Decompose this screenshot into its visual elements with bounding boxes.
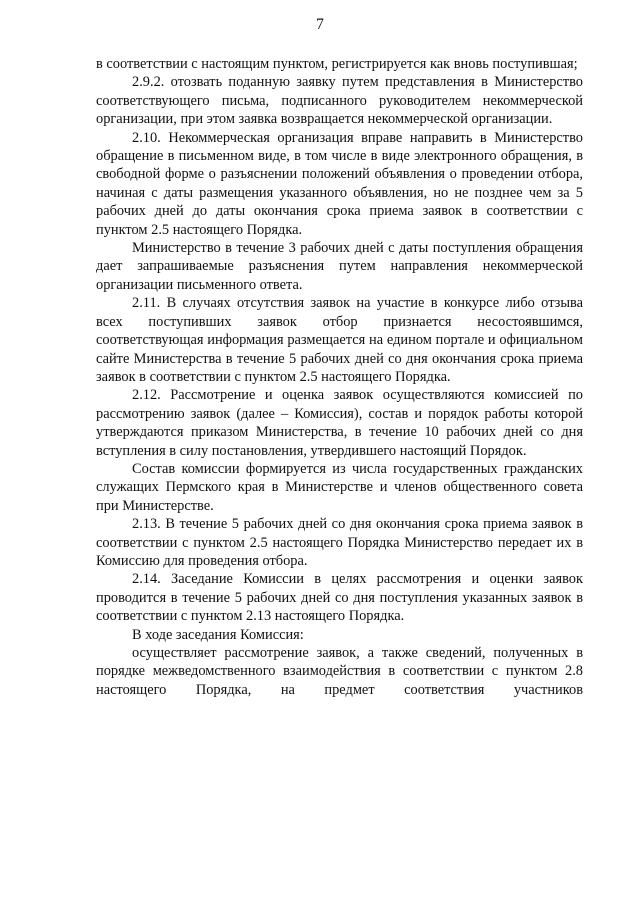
paragraph-ministry-response: Министерство в течение 3 рабочих дней с даты поступления обращения дает запрашиваемые разъяснения путем направления некоммерческой организации письменного ответа. xyxy=(96,240,583,293)
paragraph-2-9-2: 2.9.2. отозвать поданную заявку путем представления в Министерство соответствующего письма, подписанного руководителем некоммерческой организации, при этом заявка возвращается некоммерческой организации. xyxy=(96,74,583,128)
paragraph-2-12: 2.12. Рассмотрение и оценка заявок осуществляются комиссией по рассмотрению заявок (далее – Комиссия), состав и порядок работы которой утверждаются приказом Министерства, в течение 10 рабочих дней со дня вступления в силу постановления, утвердившего настоящий Порядок. xyxy=(96,387,583,459)
paragraph-2-10: 2.10. Некоммерческая организация вправе направить в Министерство обращение в письменном виде, в том числе в виде электронного обращения, в свободной форме о разъяснении положений объявления о проведении отбора, начиная с даты размещения указанного объявления, но не позднее чем за 5 рабочих дней до даты окончания срока приема заявок в соответствии с пунктом 2.5 настоящего Порядка. xyxy=(96,129,583,238)
page-number: 7 xyxy=(316,16,324,33)
paragraph-2-14: 2.14. Заседание Комиссии в целях рассмотрения и оценки заявок проводится в течение 5 рабочих дней со дня поступления указанных заявок в соответствии с пунктом 2.13 настоящего Порядка. xyxy=(96,571,583,625)
document-body xyxy=(96,55,583,699)
paragraph-commission-composition: Состав комиссии формируется из числа государственных гражданских служащих Пермского края в Министерстве и членов общественного совета при Министерстве. xyxy=(96,460,583,514)
paragraph-review-clause: осуществляет рассмотрение заявок, а также сведений, полученных в порядке межведомственного взаимодействия в соответствии с пунктом 2.8 настоящего Порядка, на предмет соответствия участников xyxy=(96,645,583,698)
paragraph-2-13: 2.13. В течение 5 рабочих дней со дня окончания срока приема заявок в соответствии с пунктом 2.5 настоящего Порядка Министерство передает их в Комиссию для проведения отбора. xyxy=(96,516,583,569)
paragraph-2-11: 2.11. В случаях отсутствия заявок на участие в конкурсе либо отзыва всех поступивших заявок отбор признается несостоявшимся, соответствующая информация размещается на едином портале и официальном сайте Министерства в течение 5 рабочих дней со дня окончания срока приема заявок в соответствии с пунктом 2.5 настоящего Порядка. xyxy=(96,295,583,385)
paragraph-continuation: в соответствии с настоящим пунктом, регистрируется как вновь поступившая; xyxy=(96,56,578,72)
paragraph-meeting-intro: В ходе заседания Комиссия: xyxy=(132,626,304,643)
